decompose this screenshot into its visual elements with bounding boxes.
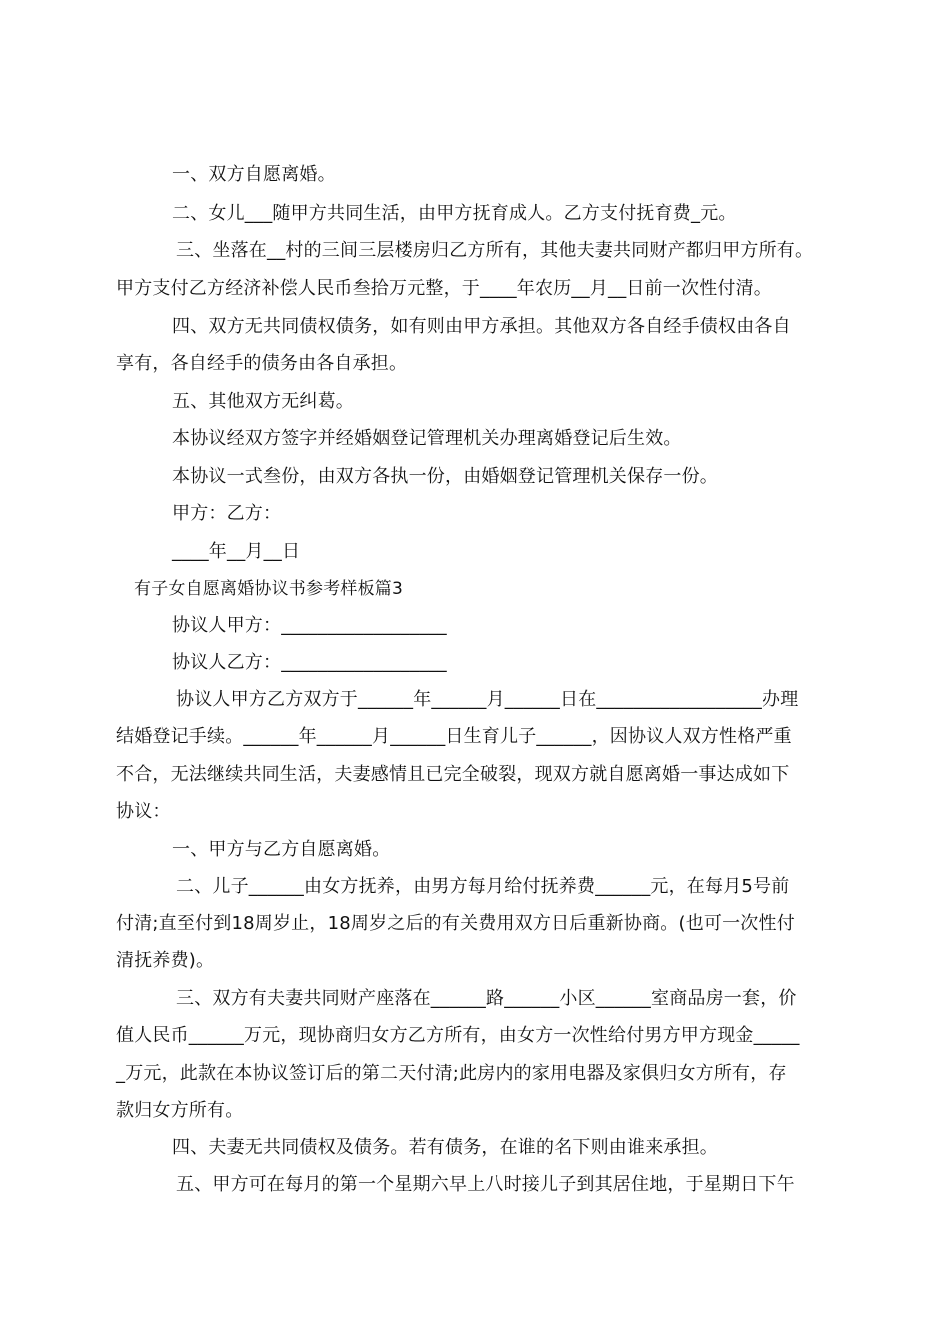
- party-b-line: 协议人乙方：__________________: [172, 652, 447, 673]
- paragraph-line: _万元，此款在本协议签订后的第二天付清;此房内的家用电器及家俱归女方所有，存: [116, 1063, 787, 1084]
- signature-line: 甲方：乙方：: [172, 503, 282, 524]
- paragraph-line: 四、夫妻无共同债权及债务。若有债务，在谁的名下则由谁来承担。: [172, 1137, 718, 1158]
- paragraph-line: 本协议经双方签字并经婚姻登记管理机关办理离婚登记后生效。: [172, 428, 682, 449]
- paragraph-line: 五、甲方可在每月的第一个星期六早上八时接儿子到其居住地，于星期日下午: [176, 1174, 795, 1195]
- paragraph-line: 本协议一式叁份，由双方各执一份，由婚姻登记管理机关保存一份。: [172, 466, 718, 487]
- paragraph-line: 三、坐落在__村的三间三层楼房归乙方所有，其他夫妻共同财产都归甲方所有。: [176, 240, 814, 261]
- paragraph-line: 值人民币______万元，现协商归女方乙方所有，由女方一次性给付男方甲方现金_____: [116, 1025, 800, 1046]
- paragraph-line: 不合，无法继续共同生活，夫妻感情且已完全破裂，现双方就自愿离婚一事达成如下: [116, 764, 790, 785]
- date-line: ____年__月__日: [172, 541, 301, 562]
- paragraph-line: 款归女方所有。: [116, 1100, 244, 1121]
- paragraph-line: 一、双方自愿离婚。: [172, 164, 336, 185]
- paragraph-line: 五、其他双方无纠葛。: [172, 391, 354, 412]
- paragraph-line: 二、女儿___随甲方共同生活，由甲方抚育成人。乙方支付抚育费_元。: [172, 203, 737, 224]
- paragraph-line: 三、双方有夫妻共同财产座落在______路______小区______室商品房一套，价: [176, 988, 797, 1009]
- paragraph-line: 一、甲方与乙方自愿离婚。: [172, 839, 391, 860]
- paragraph-line: 结婚登记手续。______年______月______日生育儿子______，因协议人双方性格严重: [116, 726, 792, 747]
- party-a-line: 协议人甲方：__________________: [172, 615, 447, 636]
- paragraph-line: 四、双方无共同债权债务，如有则由甲方承担。其他双方各自经手债权由各自: [172, 316, 791, 337]
- paragraph-line: 享有，各自经手的债务由各自承担。: [116, 353, 408, 374]
- paragraph-line: 二、儿子______由女方抚养，由男方每月给付抚养费______元，在每月5号前: [176, 876, 790, 897]
- paragraph-line: 甲方支付乙方经济补偿人民币叁拾万元整，于____年农历__月__日前一次性付清。: [116, 278, 772, 299]
- paragraph-line: 清抚养费)。: [116, 950, 215, 971]
- paragraph-line: 付清;直至付到18周岁止，18周岁之后的有关费用双方日后重新协商。(也可一次性付: [116, 913, 795, 934]
- paragraph-line: 协议人甲方乙方双方于______年______月______日在__________________办理: [176, 689, 799, 710]
- section-title: 有子女自愿离婚协议书参考样板篇3: [134, 579, 404, 599]
- paragraph-line: 协议：: [116, 801, 171, 822]
